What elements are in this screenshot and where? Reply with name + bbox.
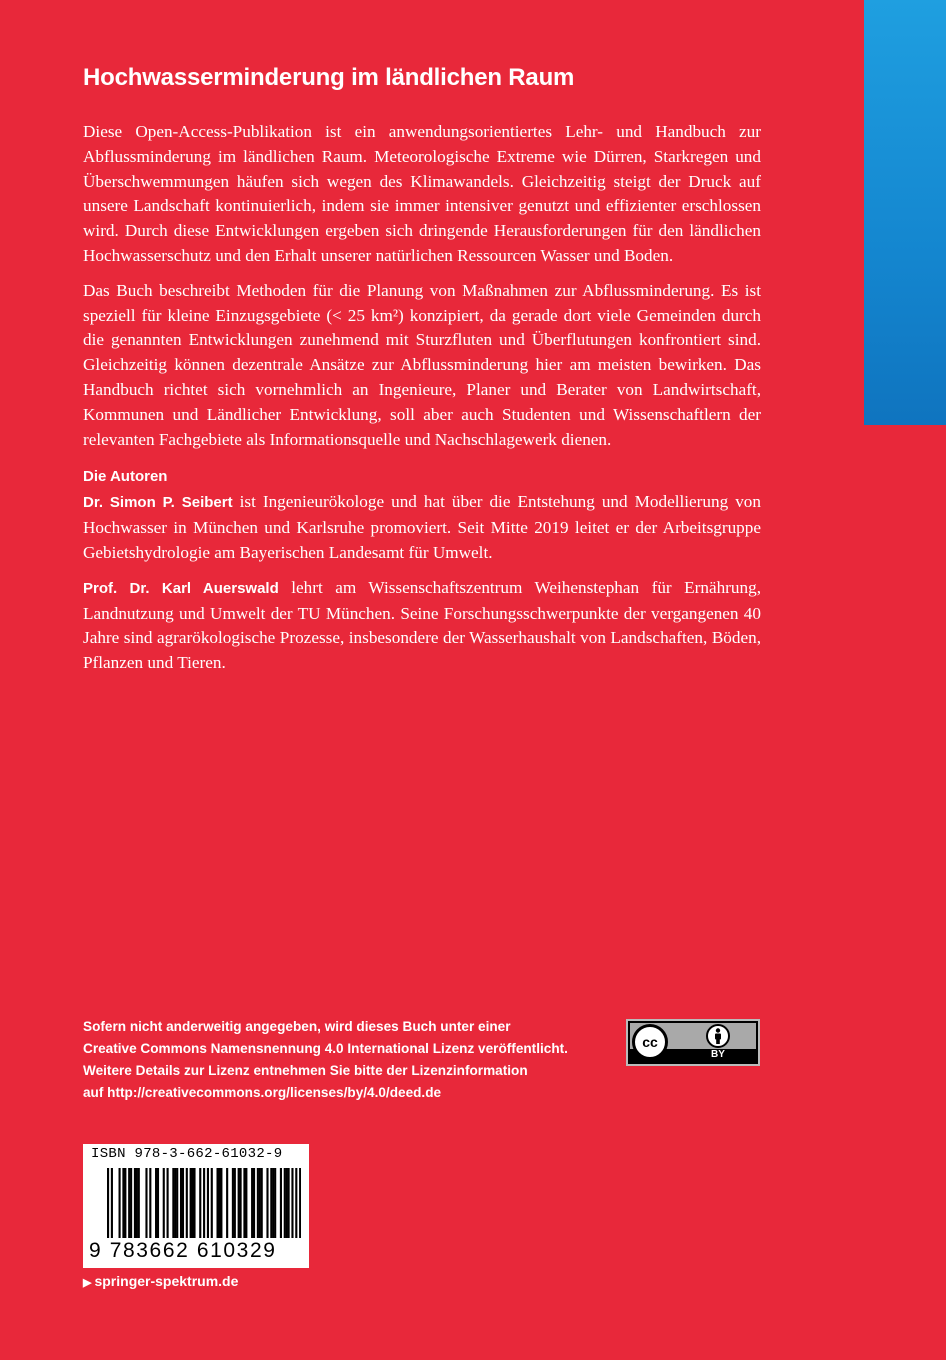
isbn-barcode (83, 1144, 309, 1268)
barcode-bar (272, 1168, 274, 1238)
barcode-bar (145, 1168, 147, 1238)
cc-by-badge (626, 1019, 760, 1066)
description-paragraph: Diese Open-Access-Publikation ist ein anwendungsorientiertes Lehr- und Handbuch zur Abflussminderung im ländlichen Raum. Meteorologische Extreme wie Dürren, Starkregen und Überschwemmungen häufen sich wegen des Klimawandels. Gleichzeitig steigt der Druck auf unsere Landschaft kontinuierlich, indem sie immer intensiver genutzt und effizienter erschlossen wird. Durch diese Entwicklungen ergeben sich dringende Herausforderungen für den ländlichen Hochwasserschutz und den Erhalt unserer natürlichen Ressourcen Wasser und Boden. (83, 122, 761, 265)
barcode-bars (107, 1168, 301, 1238)
barcode-bar (119, 1168, 121, 1238)
barcode-bar (182, 1168, 184, 1238)
barcode-bar (193, 1168, 195, 1238)
attribution-person-icon (706, 1024, 730, 1048)
barcode-bar (253, 1168, 255, 1238)
website-label: springer-spektrum.de (94, 1273, 239, 1289)
barcode-bar (192, 1168, 194, 1238)
barcode-bar (207, 1168, 209, 1238)
barcode-bar (134, 1168, 136, 1238)
barcode-bar (124, 1168, 126, 1238)
barcode-bar (199, 1168, 201, 1238)
barcode-bar (107, 1168, 109, 1238)
barcode-bar (220, 1168, 222, 1238)
barcode-bar (259, 1168, 261, 1238)
barcode-bar (286, 1168, 288, 1238)
barcode-bar (226, 1168, 228, 1238)
license-notice (83, 1016, 603, 1104)
license-line: Weitere Details zur Lizenz entnehmen Sie bitte der Lizenzinformation (83, 1063, 528, 1078)
barcode-bar (238, 1168, 240, 1238)
barcode-digits: 9 783662 610329 (89, 1239, 277, 1262)
barcode-bar (291, 1168, 293, 1238)
barcode-bar (190, 1168, 192, 1238)
badge-by-label: BY (711, 1049, 725, 1060)
barcode-bar (155, 1168, 157, 1238)
barcode-bar (216, 1168, 218, 1238)
barcode-bar (232, 1168, 234, 1238)
barcode-bar (138, 1168, 140, 1238)
author-entry (83, 576, 761, 676)
description-paragraph: Das Buch beschreibt Methoden für die Planung von Maßnahmen zur Abflussminderung. Es ist speziell für kleine Einzugsgebiete (< 25 km²) konzipiert, da gerade dort viele Gemeinden durch die genannten Entwicklungen zunehmend mit Sturzfluten und Überflutungen konfrontiert sind. Gleichzeitig können dezentrale Ansätze zur Abflussminderung hier am meisten bewirken. Das Handbuch richtet sich vornehmlich an Ingenieure, Planer und Berater von Landwirtschaft, Kommunen und Ländlicher Entwicklung, soll aber auch Studenten und Wissenschaftlern der relevanten Fachgebiete als Informationsquelle und Nachschlagewerk dienen. (83, 280, 761, 449)
author-bio: ist Ingenieurökologe und hat über die Entstehung und Modellierung von Hochwasser in München und Karlsruhe promoviert. Seit Mitte 2019 leitet er der Arbeitsgruppe Gebietshydrologie am Bayerischen Landesamt für Umwelt. (83, 492, 761, 562)
barcode-bar (172, 1168, 174, 1238)
license-line: auf http://creativecommons.org/licenses/by/4.0/deed.de (83, 1085, 442, 1100)
barcode-bar (251, 1168, 253, 1238)
isbn-label: ISBN 978-3-662-61032-9 (91, 1146, 283, 1162)
barcode-bar (167, 1168, 169, 1238)
barcode-bar (270, 1168, 272, 1238)
publisher-website[interactable] (83, 1273, 238, 1289)
barcode-bar (257, 1168, 259, 1238)
barcode-bar (211, 1168, 213, 1238)
authors-heading: Die Autoren (83, 468, 168, 486)
play-arrow-icon: ▶ (83, 1277, 92, 1289)
barcode-bar (266, 1168, 268, 1238)
author-name: Dr. Simon P. Seibert (83, 494, 233, 512)
barcode-bar (280, 1168, 282, 1238)
creative-commons-icon: cc (632, 1024, 668, 1060)
author-name: Prof. Dr. Karl Auerswald (83, 579, 279, 597)
accent-color-tab (864, 0, 946, 425)
barcode-bar (218, 1168, 220, 1238)
barcode-bar (163, 1168, 165, 1238)
author-bio: lehrt am Wissenschaftszentrum Weihenstephan für Ernährung, Landnutzung und Umwelt der TU München. Seine Forschungsschwerpunkte der vergangenen 40 Jahre sind agrarökologische Prozesse, insbesondere der Wasserhaushalt von Landschaften, Böden, Pflanzen und Tieren. (83, 577, 761, 673)
barcode-bar (299, 1168, 301, 1238)
barcode-bar (243, 1168, 245, 1238)
barcode-bar (240, 1168, 242, 1238)
barcode-bar (234, 1168, 236, 1238)
barcode-bar (128, 1168, 130, 1238)
barcode-bar (203, 1168, 205, 1238)
barcode-bar (149, 1168, 151, 1238)
author-entry (83, 490, 761, 565)
barcode-bar (180, 1168, 182, 1238)
barcode-bar (174, 1168, 176, 1238)
barcode-bar (111, 1168, 113, 1238)
barcode-bar (157, 1168, 159, 1238)
barcode-bar (176, 1168, 178, 1238)
description-block (83, 120, 761, 686)
license-line: Creative Commons Namensnennung 4.0 International Lizenz veröffentlicht. (83, 1041, 568, 1056)
barcode-bar (186, 1168, 188, 1238)
barcode-bar (261, 1168, 263, 1238)
barcode-bar (295, 1168, 297, 1238)
book-title: Hochwasserminderung im ländlichen Raum (83, 64, 575, 91)
barcode-bar (274, 1168, 276, 1238)
barcode-bar (245, 1168, 247, 1238)
barcode-bar (136, 1168, 138, 1238)
barcode-bar (130, 1168, 132, 1238)
barcode-bar (284, 1168, 286, 1238)
barcode-bar (288, 1168, 290, 1238)
barcode-bar (122, 1168, 124, 1238)
license-line: Sofern nicht anderweitig angegeben, wird dieses Buch unter einer (83, 1019, 511, 1034)
